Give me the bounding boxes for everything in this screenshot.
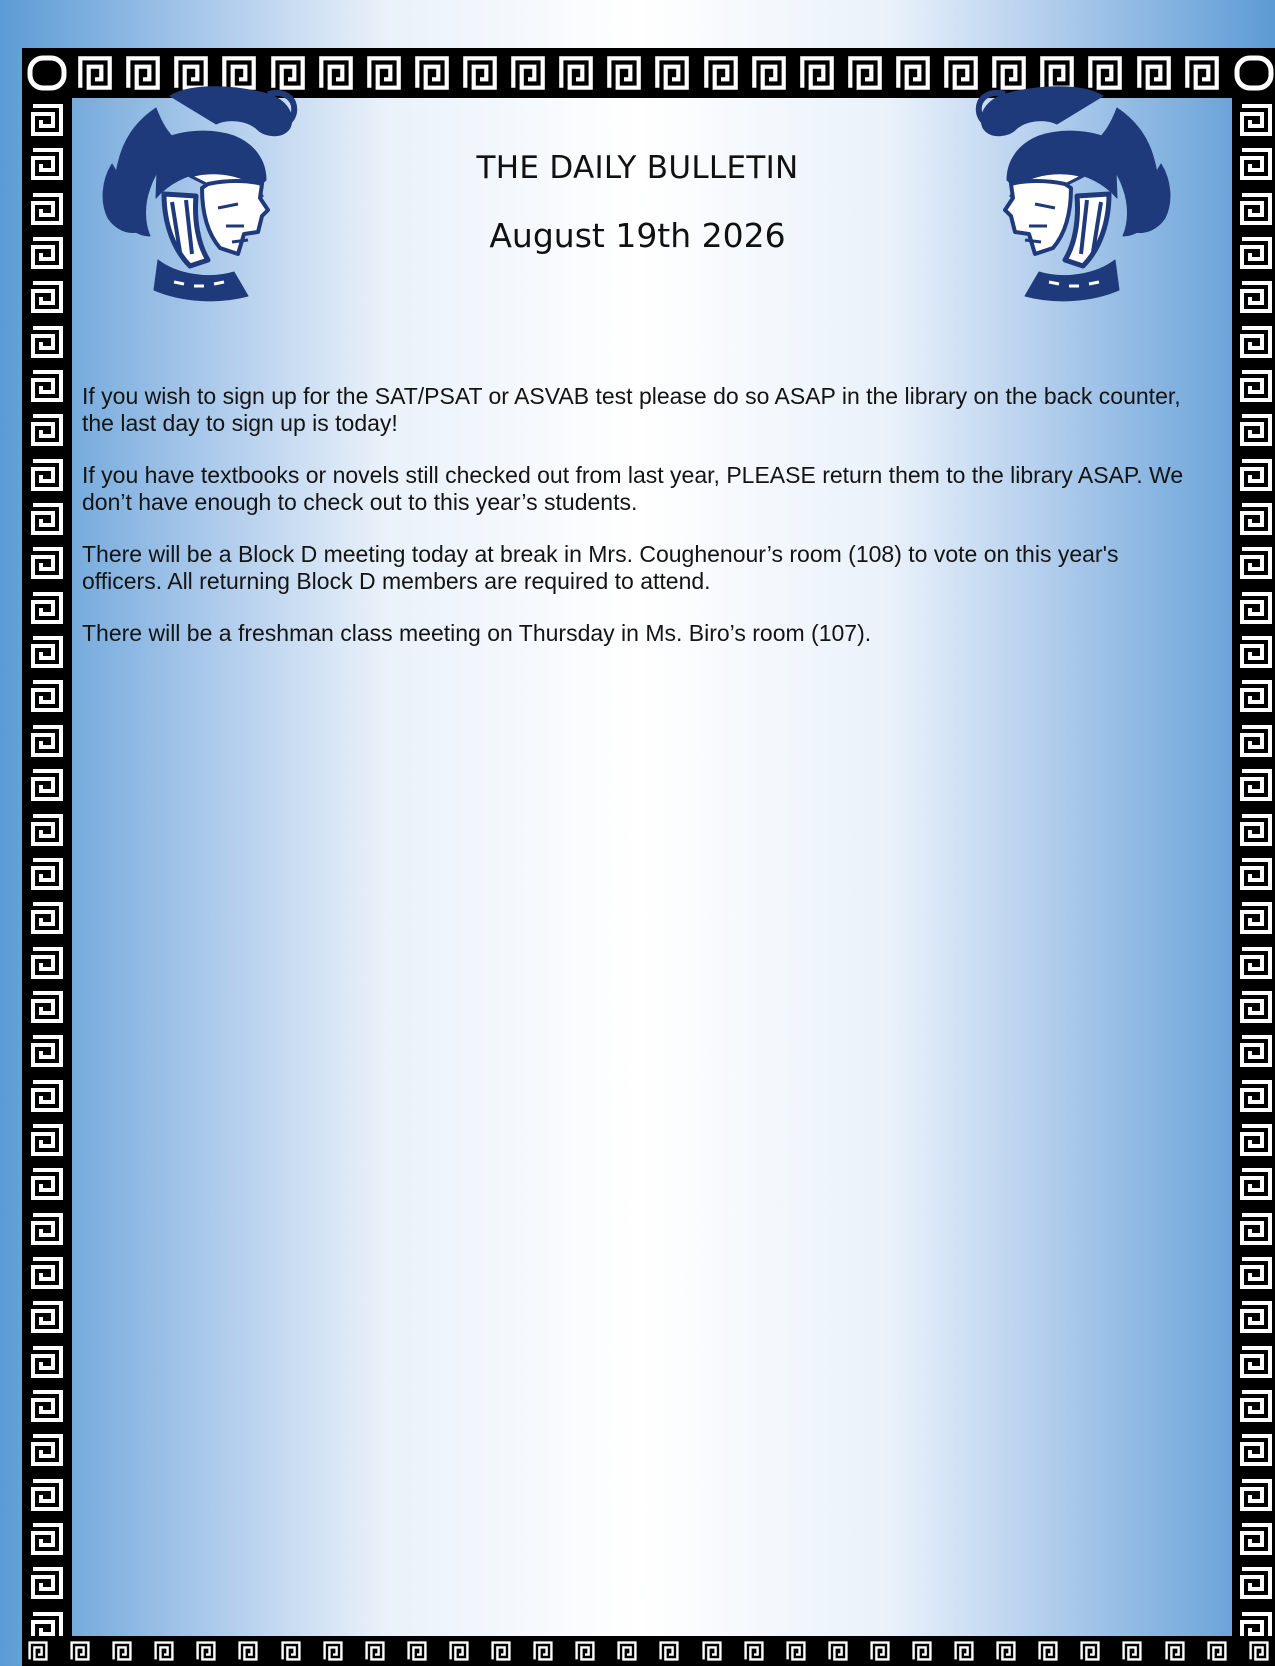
greek-key-icon xyxy=(1236,1519,1275,1559)
greek-key-icon xyxy=(27,366,67,406)
greek-key-icon xyxy=(27,765,67,805)
greek-key-icon xyxy=(910,1639,934,1663)
greek-key-icon xyxy=(194,1639,218,1663)
greek-key-icon xyxy=(700,52,742,94)
greek-key-icon xyxy=(411,52,453,94)
greek-key-icon xyxy=(1205,1639,1229,1663)
announcement-item: There will be a freshman class meeting on Thursday in Ms. Biro’s room (107). xyxy=(82,620,872,646)
trojan-helmet-icon xyxy=(98,84,308,306)
greek-key-icon xyxy=(27,854,67,894)
greek-key-icon xyxy=(1078,1639,1102,1663)
greek-key-icon xyxy=(27,1386,67,1426)
greek-key-icon xyxy=(1236,543,1275,583)
greek-key-icon xyxy=(573,1639,597,1663)
greek-key-icon xyxy=(27,1031,67,1071)
greek-key-icon xyxy=(363,52,405,94)
greek-key-icon xyxy=(405,1639,429,1663)
greek-key-icon xyxy=(27,322,67,362)
greek-key-icon xyxy=(657,1639,681,1663)
greek-key-icon xyxy=(1236,810,1275,850)
trojan-helmet-icon xyxy=(965,84,1175,306)
greek-key-icon xyxy=(110,1639,134,1663)
greek-key-icon xyxy=(27,1342,67,1382)
greek-key-icon xyxy=(1236,189,1275,229)
greek-key-icon xyxy=(27,721,67,761)
greek-key-icon xyxy=(784,1639,808,1663)
announcement-item: There will be a Block D meeting today at break in Mrs. Coughenour’s room (108) to vote on this year's officers. All returning Block D members are required to attend. xyxy=(82,541,1119,594)
greek-key-icon xyxy=(27,1430,67,1470)
greek-key-icon xyxy=(459,52,501,94)
border-corner-ring-icon xyxy=(22,48,72,98)
greek-key-icon xyxy=(27,1475,67,1515)
greek-key-icon xyxy=(363,1639,387,1663)
greek-key-icon xyxy=(27,943,67,983)
greek-key-icon xyxy=(1236,410,1275,450)
greek-key-icon xyxy=(1236,1386,1275,1426)
greek-key-icon xyxy=(27,543,67,583)
greek-key-icon xyxy=(742,1639,766,1663)
greek-key-icon xyxy=(1236,854,1275,894)
greek-key-icon xyxy=(1236,322,1275,362)
greek-key-icon xyxy=(1236,1430,1275,1470)
greek-key-icon xyxy=(1236,455,1275,495)
greek-key-icon xyxy=(27,1120,67,1160)
greek-key-icon xyxy=(1236,632,1275,672)
greek-key-icon xyxy=(489,1639,513,1663)
greek-key-icon xyxy=(27,499,67,539)
greek-key-icon xyxy=(27,1297,67,1337)
greek-key-icon xyxy=(892,52,934,94)
greek-key-icon xyxy=(447,1639,471,1663)
greek-key-icon xyxy=(27,233,67,273)
greek-key-icon xyxy=(1236,1563,1275,1603)
greek-key-icon xyxy=(27,1253,67,1293)
bulletin-date: August 19th 2026 xyxy=(489,216,786,255)
greek-key-icon xyxy=(700,1639,724,1663)
greek-key-icon xyxy=(321,1639,345,1663)
greek-key-icon xyxy=(27,676,67,716)
greek-key-icon xyxy=(27,1209,67,1249)
greek-key-icon xyxy=(1236,1031,1275,1071)
border-right xyxy=(1232,98,1275,1650)
greek-key-icon xyxy=(555,52,597,94)
greek-key-icon xyxy=(1247,1639,1271,1663)
greek-key-icon xyxy=(507,52,549,94)
greek-key-icon xyxy=(1236,1164,1275,1204)
greek-key-icon xyxy=(152,1639,176,1663)
greek-key-icon xyxy=(1236,765,1275,805)
greek-key-icon xyxy=(27,1076,67,1116)
announcement-item: If you wish to sign up for the SAT/PSAT or ASVAB test please do so ASAP in the library on the back counter, the last day to sign up is today! xyxy=(82,383,1181,436)
greek-key-icon xyxy=(1036,1639,1060,1663)
greek-key-icon xyxy=(1236,588,1275,628)
greek-key-icon xyxy=(1236,499,1275,539)
greek-key-icon xyxy=(952,1639,976,1663)
greek-key-icon xyxy=(27,189,67,229)
greek-key-icon xyxy=(27,410,67,450)
greek-key-icon xyxy=(1236,1209,1275,1249)
greek-key-icon xyxy=(315,52,357,94)
greek-key-icon xyxy=(1236,898,1275,938)
greek-key-icon xyxy=(27,455,67,495)
greek-key-icon xyxy=(1236,233,1275,273)
greek-key-icon xyxy=(1181,52,1223,94)
greek-key-icon xyxy=(1236,1342,1275,1382)
border-bottom xyxy=(22,1636,1275,1666)
greek-key-icon xyxy=(1236,987,1275,1027)
greek-key-icon xyxy=(27,1164,67,1204)
greek-key-icon xyxy=(1236,1076,1275,1116)
greek-key-icon xyxy=(531,1639,555,1663)
announcements xyxy=(82,383,1202,672)
greek-key-icon xyxy=(615,1639,639,1663)
greek-key-icon xyxy=(1236,100,1275,140)
greek-key-icon xyxy=(1120,1639,1144,1663)
greek-key-icon xyxy=(27,898,67,938)
border-corner-ring-icon xyxy=(1229,48,1275,98)
greek-key-icon xyxy=(27,1519,67,1559)
greek-key-icon xyxy=(27,100,67,140)
announcement-item: If you have textbooks or novels still checked out from last year, PLEASE return them to the library ASAP. We don’t have enough to check out to this year’s students. xyxy=(82,462,1184,515)
greek-key-icon xyxy=(868,1639,892,1663)
greek-key-icon xyxy=(1163,1639,1187,1663)
greek-key-icon xyxy=(1236,943,1275,983)
greek-key-icon xyxy=(603,52,645,94)
greek-key-icon xyxy=(27,144,67,184)
greek-key-icon xyxy=(1236,676,1275,716)
greek-key-icon xyxy=(994,1639,1018,1663)
greek-key-icon xyxy=(826,1639,850,1663)
greek-key-icon xyxy=(279,1639,303,1663)
greek-key-icon xyxy=(27,987,67,1027)
greek-key-icon xyxy=(236,1639,260,1663)
greek-key-icon xyxy=(1236,1120,1275,1160)
greek-key-icon xyxy=(796,52,838,94)
greek-key-icon xyxy=(27,632,67,672)
greek-key-icon xyxy=(1236,366,1275,406)
greek-key-icon xyxy=(844,52,886,94)
greek-key-icon xyxy=(651,52,693,94)
greek-key-icon xyxy=(1236,277,1275,317)
greek-key-icon xyxy=(26,1639,50,1663)
greek-key-icon xyxy=(27,1563,67,1603)
greek-key-icon xyxy=(1236,1297,1275,1337)
greek-key-icon xyxy=(27,810,67,850)
bulletin-title: THE DAILY BULLETIN xyxy=(476,150,799,186)
border-left xyxy=(22,98,72,1650)
greek-key-icon xyxy=(1236,144,1275,184)
greek-key-icon xyxy=(27,588,67,628)
greek-key-icon xyxy=(1236,721,1275,761)
greek-key-icon xyxy=(1236,1475,1275,1515)
greek-key-icon xyxy=(27,277,67,317)
greek-key-icon xyxy=(748,52,790,94)
greek-key-icon xyxy=(68,1639,92,1663)
greek-key-icon xyxy=(1236,1253,1275,1293)
